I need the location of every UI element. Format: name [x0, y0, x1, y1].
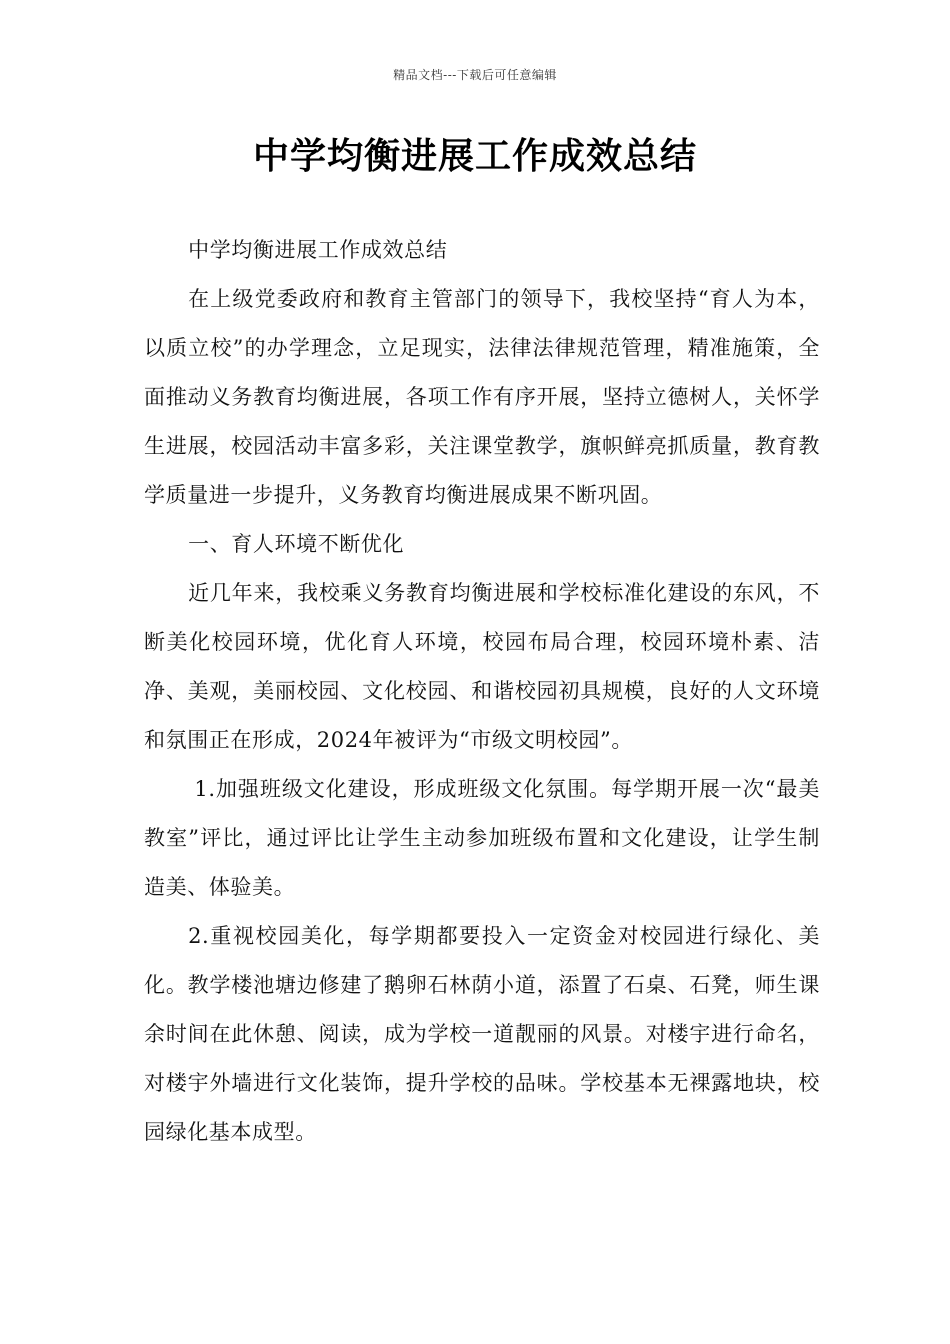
- paragraph-subtitle: 中学均衡进展工作成效总结: [188, 238, 448, 262]
- paragraph-item-2: 2.重视校园美化，每学期都要投入一定资金对校园进行绿化、美化。教学楼池塘边修建了鹅卵石林荫小道，添置了石桌、石凳，师生课余时间在此休憩、阅读，成为学校一道靓丽的风景。对楼宇进行命名，对楼宇外墙进行文化装饰，提升学校的品味。学校基本无裸露地块，校园绿化基本成型。: [144, 924, 820, 1144]
- document-title: 中学均衡进展工作成效总结: [252, 136, 697, 177]
- header-note: 精品文档---下载后可任意编辑: [393, 68, 557, 82]
- document-body: [144, 226, 820, 1157]
- paragraph-intro: 在上级党委政府和教育主管部门的领导下，我校坚持“育人为本，以质立校”的办学理念，立足现实，法律法律规范管理，精准施策，全面推动义务教育均衡进展，各项工作有序开展，坚持立德树人，关怀学生进展，校园活动丰富多彩，关注课堂教学，旗帜鲜亮抓质量，教育教学质量进一步提升，义务教育均衡进展成果不断巩固。: [144, 287, 820, 507]
- section-heading: 一、育人环境不断优化: [188, 532, 405, 556]
- paragraph-environment: 近几年来，我校乘义务教育均衡进展和学校标准化建设的东风，不断美化校园环境，优化育人环境，校园布局合理，校园环境朴素、洁净、美观，美丽校园、文化校园、和谐校园初具规模，良好的人文环境和氛围正在形成，2024年被评为“市级文明校园”。: [144, 581, 820, 752]
- paragraph-item-1: 1.加强班级文化建设，形成班级文化氛围。每学期开展一次“最美教室”评比，通过评比让学生主动参加班级布置和文化建设，让学生制造美、体验美。: [144, 777, 820, 899]
